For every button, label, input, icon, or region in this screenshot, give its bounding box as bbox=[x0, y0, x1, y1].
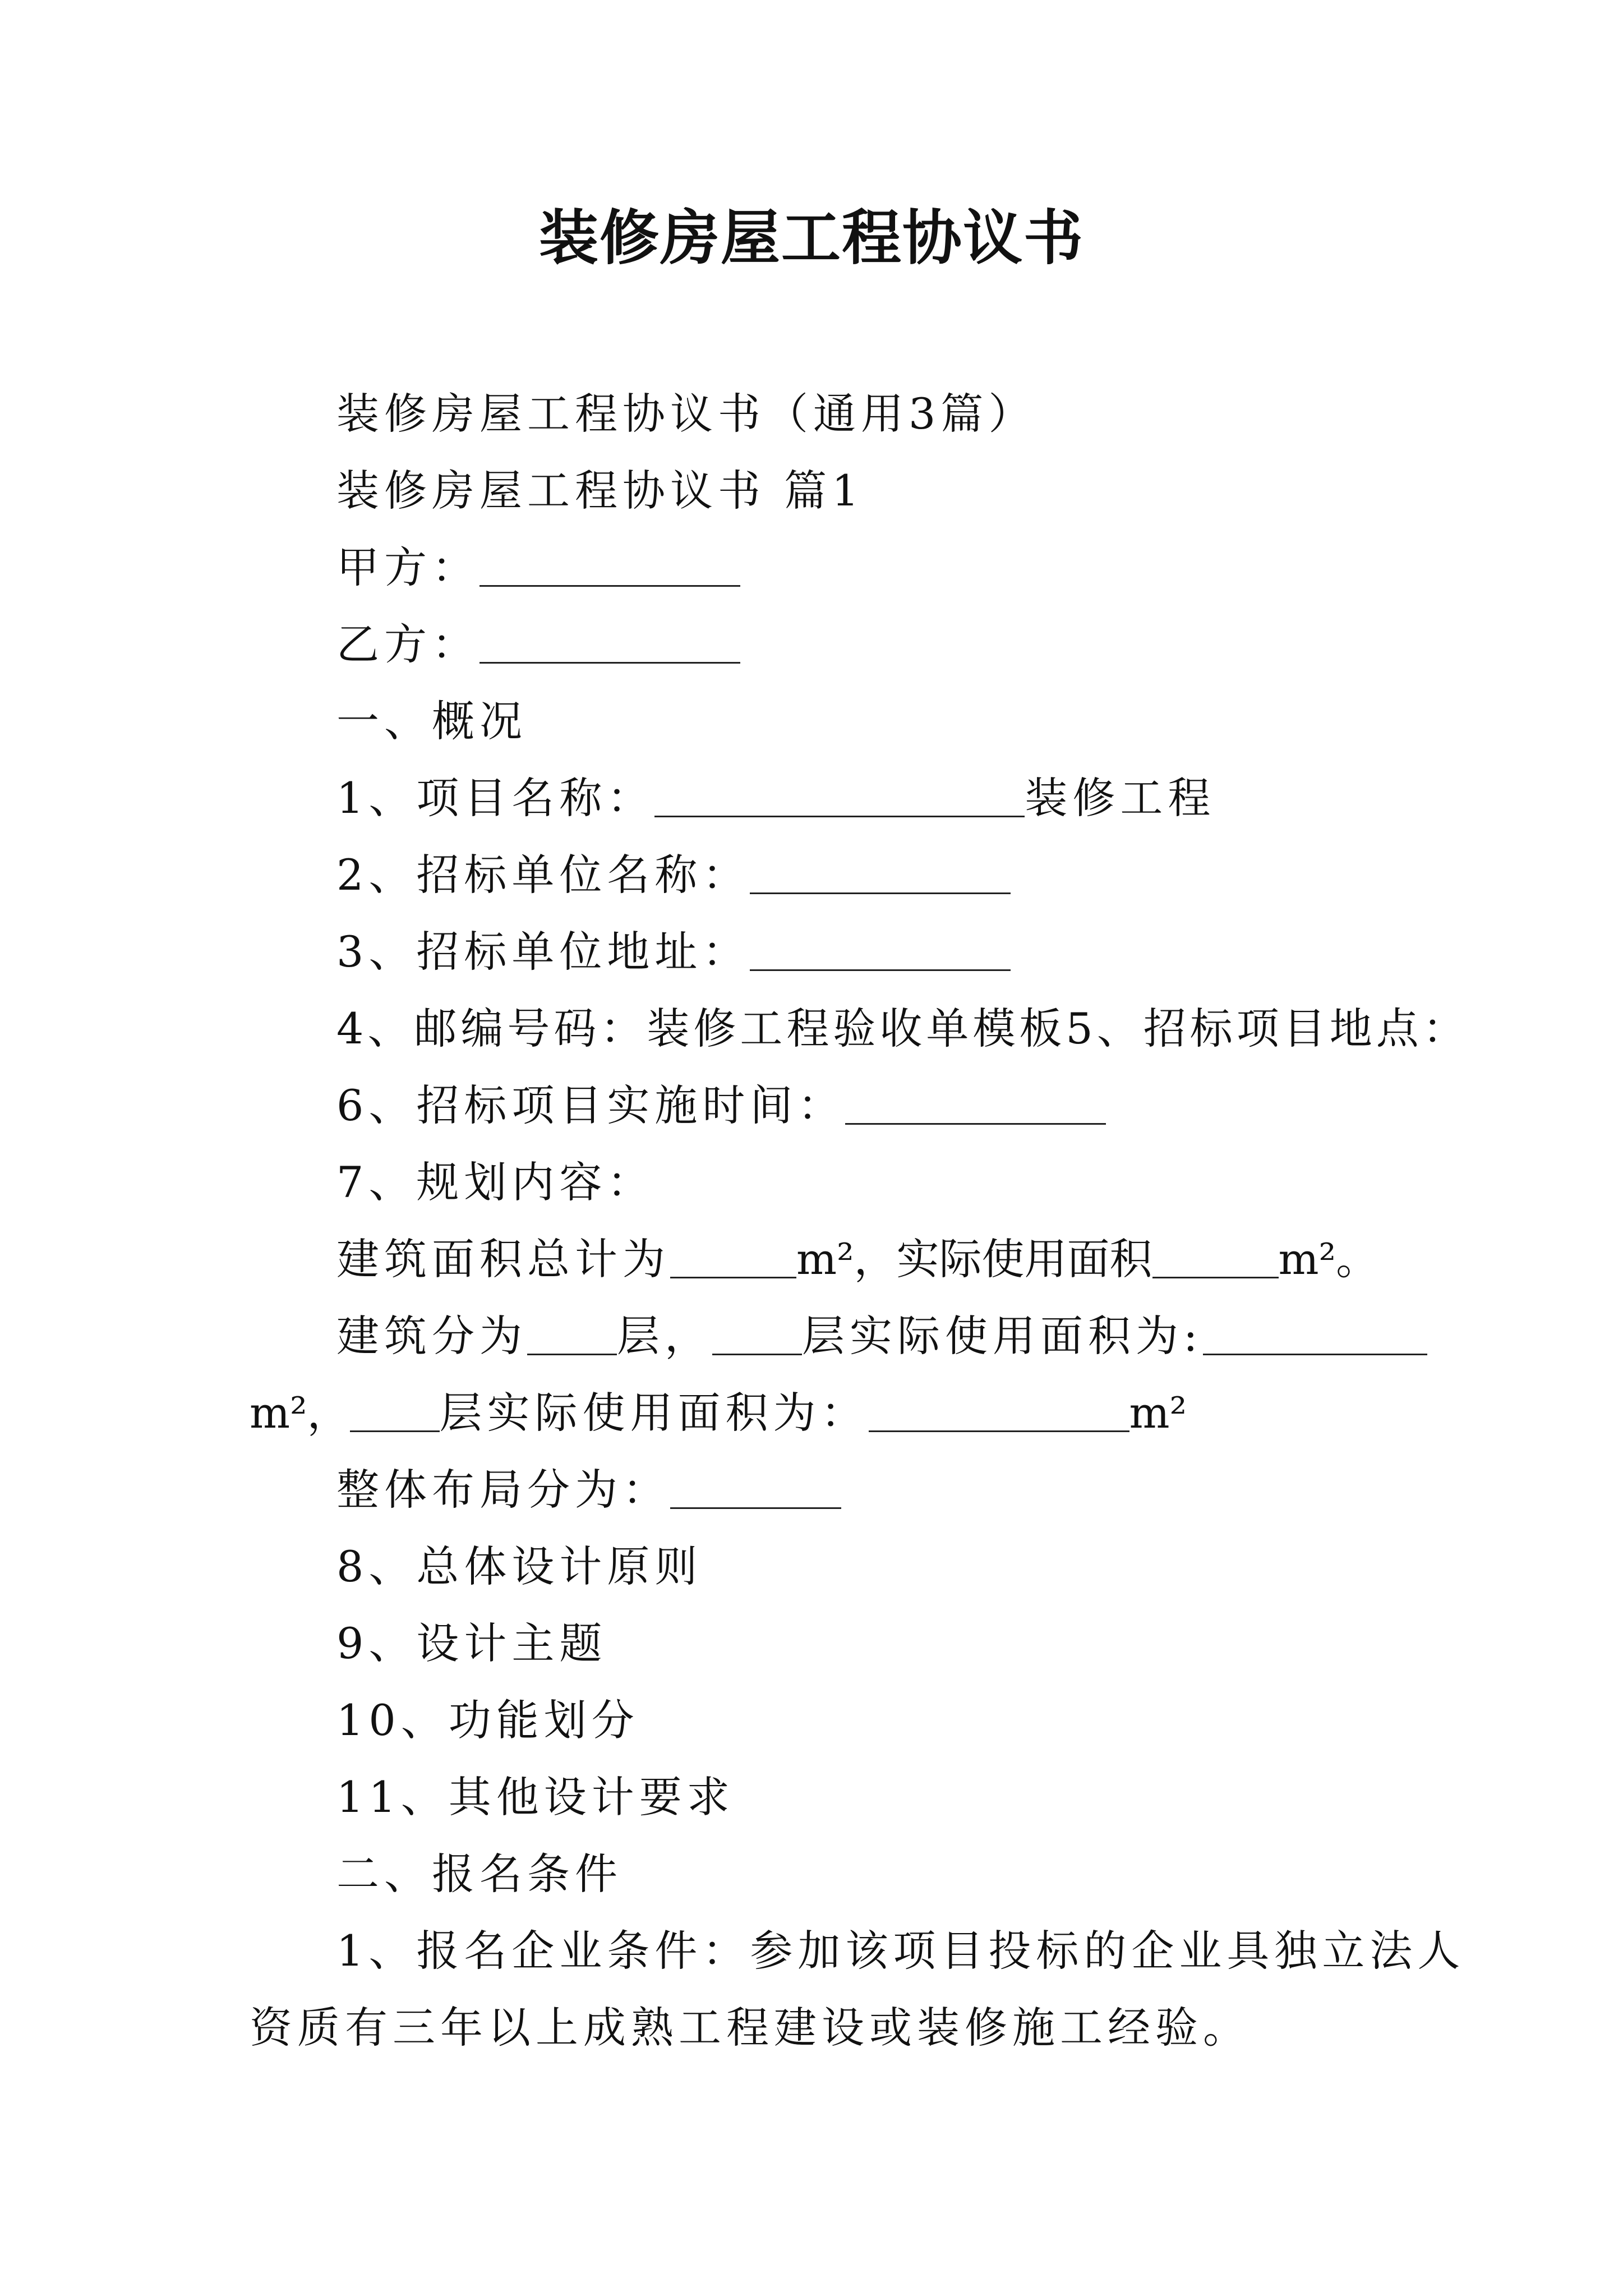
bidder-name-blank bbox=[750, 844, 1011, 894]
project-name-suffix: 装修工程 bbox=[1025, 773, 1216, 823]
layout-label: 整体布局分为： bbox=[336, 1465, 670, 1515]
party-a-blank bbox=[479, 537, 740, 587]
floor-area-blank bbox=[1203, 1305, 1427, 1355]
part-one-heading: 一、概况 bbox=[336, 696, 527, 746]
bidder-name-label: 2、招标单位名称： bbox=[336, 850, 750, 900]
section-heading: 装修房屋工程协议书 篇1 bbox=[336, 466, 864, 516]
design-theme: 9、设计主题 bbox=[336, 1618, 607, 1668]
bidder-name-line bbox=[336, 844, 1011, 906]
area-end-text: m²。 bbox=[1278, 1234, 1379, 1284]
floors-text-a: 建筑分为 bbox=[336, 1311, 527, 1361]
layout-line bbox=[336, 1459, 841, 1521]
floor2-area-blank bbox=[869, 1382, 1129, 1432]
usable-area-blank bbox=[1152, 1228, 1279, 1278]
floor2-number-blank bbox=[350, 1382, 440, 1432]
project-name-line bbox=[336, 767, 1215, 829]
project-name-label: 1、项目名称： bbox=[336, 773, 655, 823]
floors-line bbox=[336, 1305, 1427, 1367]
area-text: 建筑面积总计为 bbox=[336, 1234, 670, 1284]
implementation-time-blank bbox=[845, 1075, 1106, 1125]
floor-number-blank bbox=[712, 1305, 802, 1355]
area-unit-text: m²，实际使用面积 bbox=[796, 1234, 1152, 1284]
project-name-blank bbox=[654, 767, 1025, 817]
bidder-address-blank bbox=[750, 921, 1011, 971]
design-principles: 8、总体设计原则 bbox=[336, 1542, 703, 1591]
other-design-requirements: 11、其他设计要求 bbox=[336, 1772, 735, 1822]
planning-content-heading: 7、规划内容： bbox=[336, 1157, 655, 1207]
bidder-address-label: 3、招标单位地址： bbox=[336, 927, 750, 977]
floors-continuation-line bbox=[250, 1382, 1187, 1444]
party-b-label: 乙方： bbox=[336, 619, 479, 669]
postal-code-line: 4、邮编号码：装修工程验收单模板5、招标项目地点： bbox=[336, 1004, 1469, 1053]
floors-count-blank bbox=[527, 1305, 617, 1355]
function-division: 10、功能划分 bbox=[336, 1695, 639, 1745]
part-two-heading: 二、报名条件 bbox=[336, 1849, 623, 1899]
layout-blank bbox=[670, 1459, 841, 1509]
floors2-text: 层实际使用面积为： bbox=[439, 1388, 869, 1438]
party-a-line bbox=[336, 537, 740, 599]
party-b-line bbox=[336, 614, 740, 675]
document-title: 装修房屋工程协议书 bbox=[539, 204, 1084, 273]
floors-text-c: 层实际使用面积为: bbox=[802, 1311, 1203, 1361]
party-b-blank bbox=[479, 614, 740, 664]
party-a-label: 甲方： bbox=[336, 542, 479, 592]
floors2-unit: m²， bbox=[250, 1388, 350, 1438]
implementation-time-line bbox=[336, 1075, 1106, 1137]
registration-condition-line2: 资质有三年以上成熟工程建设或装修施工经验。 bbox=[250, 2003, 1251, 2053]
document-subtitle: 装修房屋工程协议书（通用3篇） bbox=[336, 389, 1036, 439]
implementation-time-label: 6、招标项目实施时间： bbox=[336, 1080, 846, 1130]
floors-text-b: 层， bbox=[617, 1311, 712, 1361]
floors2-end: m² bbox=[1129, 1388, 1187, 1438]
bidder-address-line bbox=[336, 921, 1011, 983]
registration-condition-line1: 1、报名企业条件：参加该项目投标的企业具独立法人 bbox=[336, 1926, 1465, 1976]
area-line bbox=[336, 1228, 1378, 1290]
total-area-blank bbox=[670, 1228, 796, 1278]
